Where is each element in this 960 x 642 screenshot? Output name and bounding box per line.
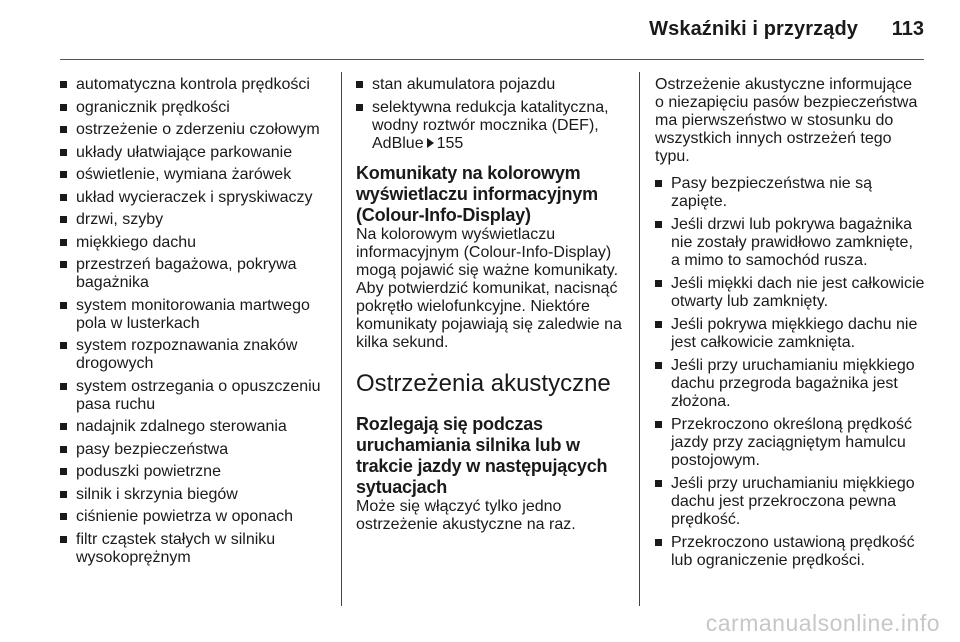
bullet-icon xyxy=(60,81,67,88)
list-item xyxy=(60,256,330,292)
page-header xyxy=(0,0,960,60)
bullet-icon xyxy=(60,126,67,133)
list-item xyxy=(356,76,628,94)
list-item xyxy=(60,166,330,184)
list-item-text: miękkiego dachu xyxy=(76,233,197,251)
feature-list xyxy=(60,76,330,567)
bullet-icon xyxy=(655,221,662,228)
list-item xyxy=(60,121,330,139)
list-item-text: Jeśli drzwi lub pokrywa bagażnika nie zostały prawidłowo zamknięte, a mimo to samochód rusza. xyxy=(671,216,913,269)
list-item xyxy=(655,275,925,311)
list-item xyxy=(655,416,925,470)
bullet-icon xyxy=(60,383,67,390)
list-item-text: przestrzeń bagażowa, pokrywa bagażnika xyxy=(76,256,297,291)
list-item xyxy=(60,297,330,333)
page-title: Wskaźniki i przyrządy xyxy=(649,18,858,40)
cross-reference-arrow-icon xyxy=(427,138,434,148)
seatbelt-intro-paragraph: Ostrzeżenie akustyczne informujące o niezapięciu pasów bezpieczeństwa ma pierwszeństwo w stosunku do wszystkich innych ostrzeżeń tego typu. xyxy=(655,76,918,165)
bullet-icon xyxy=(60,491,67,498)
watermark: carmanualsonline.info xyxy=(705,610,940,636)
list-item xyxy=(60,508,330,526)
list-item-text: stan akumulatora pojazdu xyxy=(372,76,556,93)
list-item xyxy=(655,175,925,211)
bullet-icon xyxy=(60,216,67,223)
acoustic-warning-list xyxy=(655,175,925,570)
section-title-acoustic-warnings: Ostrzeżenia akustyczne xyxy=(356,370,611,397)
list-item-text: Jeśli pokrywa miękkiego dachu nie jest całkowicie zamknięta. xyxy=(671,316,918,351)
list-item-text: automatyczna kontrola prędkości xyxy=(76,76,310,93)
list-item-text: filtr cząstek stałych w silniku wysokoprężnym xyxy=(76,530,276,566)
list-item-text: system ostrzegania o opuszczeniu pasa ruchu xyxy=(76,377,321,413)
list-item xyxy=(60,486,330,504)
list-item-text: silnik i skrzynia biegów xyxy=(76,485,238,503)
column-divider-2 xyxy=(639,72,640,606)
bullet-icon xyxy=(60,149,67,156)
list-item-text: Jeśli miękki dach nie jest całkowicie otwarty lub zamknięty. xyxy=(671,275,925,310)
list-item xyxy=(60,234,330,252)
list-item xyxy=(60,211,330,229)
bullet-icon xyxy=(655,480,662,487)
bullet-icon xyxy=(60,423,67,430)
list-item-text: poduszki powietrzne xyxy=(76,463,221,480)
column-divider-1 xyxy=(341,72,342,606)
list-item-text: Jeśli przy uruchamianiu miękkiego dachu przegroda bagażnika jest złożona. xyxy=(671,357,915,410)
list-item-text: układ wycieraczek i spryskiwaczy xyxy=(76,188,313,206)
bullet-icon xyxy=(60,171,67,178)
bullet-icon xyxy=(655,180,662,187)
list-item-text: nadajnik zdalnego sterowania xyxy=(76,418,287,435)
list-item xyxy=(356,99,628,153)
bullet-icon xyxy=(60,302,67,309)
list-item-text: Pasy bezpieczeństwa nie są zapięte. xyxy=(671,175,872,210)
list-item xyxy=(60,441,330,459)
bullet-icon xyxy=(60,446,67,453)
bullet-icon xyxy=(60,536,67,543)
column-2 xyxy=(356,76,628,534)
page-number: 113 xyxy=(891,18,924,40)
bullet-icon xyxy=(655,362,662,369)
list-item-text: ciśnienie powietrza w oponach xyxy=(76,508,294,525)
bullet-icon xyxy=(655,321,662,328)
list-item xyxy=(60,378,330,414)
bullet-icon xyxy=(655,539,662,546)
bullet-icon xyxy=(655,421,662,428)
bullet-icon xyxy=(655,280,662,287)
list-item-text: system rozpoznawania znaków drogowych xyxy=(76,337,298,372)
feature-list-continued xyxy=(356,76,628,153)
bullet-icon xyxy=(356,81,363,88)
bullet-icon xyxy=(60,239,67,246)
list-item-text: pasy bezpieczeństwa xyxy=(76,440,229,458)
list-item xyxy=(60,76,330,94)
list-item-text: system monitorowania martwego pola w lusterkach xyxy=(76,296,310,332)
list-item-text: oświetlenie, wymiana żarówek xyxy=(76,166,292,183)
list-item xyxy=(60,189,330,207)
bullet-icon xyxy=(60,194,67,201)
bullet-icon xyxy=(60,513,67,520)
list-item xyxy=(60,144,330,162)
list-item xyxy=(655,475,925,529)
column-1 xyxy=(60,76,330,571)
engine-paragraph: Może się włączyć tylko jedno ostrzeżenie akustyczne na raz. xyxy=(356,498,576,533)
messages-paragraph: Na kolorowym wyświetlaczu informacyjnym (Colour-Info-Display) mogą pojawić się ważne komunikaty. Aby potwierdzić komunikat, nacisnąć pokrętło wielofunkcyjne. Niektóre komunikaty pojawiają się zaledwie na kilka sekund. xyxy=(356,226,622,351)
list-item-text: Przekroczono określoną prędkość jazdy przy zaciągniętym hamulcu postojowym. xyxy=(671,416,913,469)
list-item-text: ostrzeżenie o zderzeniu czołowym xyxy=(76,121,320,138)
list-item-text: ogranicznik prędkości xyxy=(76,98,230,116)
list-item-text: selektywna redukcja katalityczna, wodny roztwór mocznika (DEF), AdBlue xyxy=(372,99,609,152)
list-item-text: układy ułatwiające parkowanie xyxy=(76,143,293,161)
bullet-icon xyxy=(60,468,67,475)
cross-reference-page[interactable]: 155 xyxy=(436,135,464,152)
list-item xyxy=(60,463,330,481)
list-item xyxy=(60,99,330,117)
list-item xyxy=(655,316,925,352)
bullet-icon xyxy=(356,104,363,111)
list-item xyxy=(60,531,330,567)
heading-colour-info-display: Komunikaty na kolorowym wyświetlaczu informacyjnym (Colour-Info-Display) xyxy=(356,163,598,225)
heading-engine-warnings: Rozlegają się podczas uruchamiania silnika lub w trakcie jazdy w następujących sytuacjach xyxy=(356,414,608,497)
list-item xyxy=(655,357,925,411)
bullet-icon xyxy=(60,342,67,349)
bullet-icon xyxy=(60,104,67,111)
list-item xyxy=(60,337,330,373)
list-item xyxy=(655,216,925,270)
list-item-text: Jeśli przy uruchamianiu miękkiego dachu jest przekroczona pewna prędkość. xyxy=(671,475,915,528)
list-item-text: drzwi, szyby xyxy=(76,211,164,228)
header-rule xyxy=(60,59,924,60)
list-item xyxy=(60,418,330,436)
bullet-icon xyxy=(60,261,67,268)
list-item-text: Przekroczono ustawioną prędkość lub ograniczenie prędkości. xyxy=(671,534,915,569)
column-3 xyxy=(655,76,925,575)
list-item xyxy=(655,534,925,570)
